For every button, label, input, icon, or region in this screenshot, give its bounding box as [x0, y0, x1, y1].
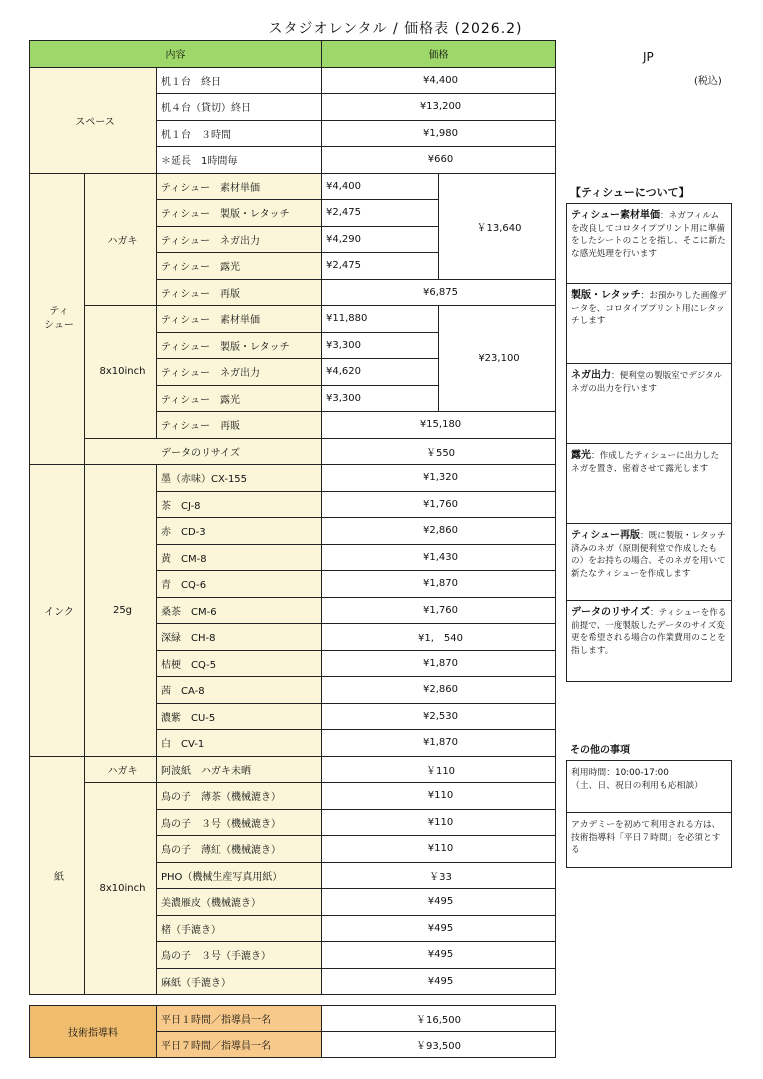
- note-text: ：便利堂の製版室でデジタルネガの出力を行います: [571, 371, 723, 394]
- note-term: データのリサイズ: [571, 607, 650, 618]
- category-tissue: ティ シュー: [30, 173, 85, 465]
- paper-item: 鳥の子 薄茶（機械漉き）: [157, 783, 322, 810]
- ink-item: 青 CQ-6: [157, 571, 322, 598]
- hours-note: 利用時間：10:00-17:00 （土、日、祝日の利用も応相談）: [567, 761, 731, 813]
- tissue-price: ¥11,880: [322, 306, 439, 333]
- fee-item: 平日１時間／指導員一名: [157, 1006, 322, 1032]
- region-label: JP: [643, 50, 654, 64]
- tissue-hagaki-label: ハガキ: [85, 173, 157, 306]
- ink-item: 墨（赤味）CX-155: [157, 465, 322, 492]
- paper-price: ¥110: [322, 836, 556, 863]
- ink-price: ¥1,870: [322, 650, 556, 677]
- ink-price: ¥1,760: [322, 491, 556, 518]
- tissue-reprint-price: ¥15,180: [322, 412, 556, 439]
- fee-price: ￥16,500: [322, 1006, 556, 1032]
- space-item: 机１台 ３時間: [157, 120, 322, 147]
- ink-price: ¥2,530: [322, 703, 556, 730]
- note-exposure: [567, 444, 731, 524]
- paper-item: 鳥の子 薄紅（機械漉き）: [157, 836, 322, 863]
- tissue-price: ¥3,300: [322, 385, 439, 412]
- ink-item: 桔梗 CQ-5: [157, 650, 322, 677]
- ink-price: ¥1,760: [322, 597, 556, 624]
- tissue-reprint-item: ティシュー 再版: [157, 279, 322, 306]
- paper-item: 麻紙（手漉き）: [157, 968, 322, 995]
- category-space: スペース: [30, 67, 157, 173]
- category-paper: 紙: [30, 756, 85, 995]
- paper-price: ¥495: [322, 968, 556, 995]
- ink-item: 茶 CJ-8: [157, 491, 322, 518]
- space-item: ＊延長 1時間毎: [157, 147, 322, 174]
- paper-price: ￥33: [322, 862, 556, 889]
- note-reprint: [567, 524, 731, 601]
- ink-item: 黄 CM-8: [157, 544, 322, 571]
- note-retouch: [567, 284, 731, 364]
- note-term: 製版・レタッチ: [571, 290, 641, 301]
- paper-price: ¥495: [322, 889, 556, 916]
- ink-price: ¥1,870: [322, 571, 556, 598]
- other-title: その他の事項: [570, 745, 630, 756]
- note-text: ：ティシューを作る前提で、一度製版したデータのサイズ変更を希望される場合の作業費用のことを指します。: [571, 608, 727, 656]
- tissue-item: ティシュー ネガ出力: [157, 359, 322, 386]
- tissue-price: ¥2,475: [322, 253, 439, 280]
- paper-hagaki-label: ハガキ: [85, 756, 157, 783]
- fee-item: 平日７時間／指導員一名: [157, 1032, 322, 1058]
- about-tissue-title: 【ティシューについて】: [570, 186, 690, 199]
- paper-item: 鳥の子 ３号（手漉き）: [157, 942, 322, 969]
- tissue-reprint-item: ティシュー 再販: [157, 412, 322, 439]
- category-fee: 技術指導料: [30, 1006, 157, 1058]
- ink-price: ¥1,320: [322, 465, 556, 492]
- tissue-item: ティシュー 製版・レタッチ: [157, 200, 322, 227]
- tissue-item: ティシュー 素材単価: [157, 306, 322, 333]
- other-notes: [566, 760, 732, 868]
- paper-item: 美濃雁皮（機械漉き）: [157, 889, 322, 916]
- space-price: ¥13,200: [322, 94, 556, 121]
- tissue-8x10-total: ¥23,100: [439, 306, 556, 412]
- paper-item: PHO（機械生産写真用紙）: [157, 862, 322, 889]
- note-term: 露光: [571, 450, 591, 461]
- note-negative: [567, 364, 731, 444]
- paper-price: ¥110: [322, 783, 556, 810]
- tax-note: (税込): [694, 76, 722, 87]
- academy-note: アカデミーを初めて利用される方は、技術指導料「平日７時間」を必須とする: [571, 820, 721, 855]
- ink-item: 茜 CA-8: [157, 677, 322, 704]
- tissue-price: ¥4,400: [322, 173, 439, 200]
- header-content: 内容: [30, 41, 322, 68]
- fee-price: ￥93,500: [322, 1032, 556, 1058]
- paper-price: ￥110: [322, 756, 556, 783]
- ink-size-label: 25g: [85, 465, 157, 757]
- ink-item: 深緑 CH-8: [157, 624, 322, 651]
- tissue-price: ¥2,475: [322, 200, 439, 227]
- category-ink: インク: [30, 465, 85, 757]
- tissue-resize-price: ￥550: [322, 438, 556, 465]
- space-price: ¥1,980: [322, 120, 556, 147]
- tissue-item: ティシュー ネガ出力: [157, 226, 322, 253]
- tissue-price: ¥4,620: [322, 359, 439, 386]
- tissue-price: ¥3,300: [322, 332, 439, 359]
- tissue-resize-item: データのリサイズ: [85, 438, 322, 465]
- ink-price: ¥1, 540: [322, 624, 556, 651]
- note-material: [567, 204, 731, 284]
- paper-price: ¥495: [322, 915, 556, 942]
- tissue-hagaki-total: ￥13,640: [439, 173, 556, 279]
- paper-price: ¥110: [322, 809, 556, 836]
- ink-price: ¥2,860: [322, 518, 556, 545]
- note-term: ティシュー素材単価: [571, 210, 660, 221]
- note-text: ：ネガフィルムを改良してコロタイププリント用に準備をしたシートのことを指し、そこに新たな感光処理を行います: [571, 211, 726, 259]
- space-price: ¥4,400: [322, 67, 556, 94]
- tissue-reprint-price: ¥6,875: [322, 279, 556, 306]
- note-term: ネガ出力: [571, 370, 611, 381]
- note-text: ：既に製版・レタッチ済みのネガ（原則便利堂で作成したもの）をお持ちの場合、そのネガを用いて新たなティシューを作成します: [571, 531, 726, 579]
- tissue-price: ¥4,290: [322, 226, 439, 253]
- ink-price: ¥1,430: [322, 544, 556, 571]
- ink-item: 濃紫 CU-5: [157, 703, 322, 730]
- note-term: ティシュー再版: [571, 530, 640, 541]
- paper-item: 楮（手漉き）: [157, 915, 322, 942]
- note-resize: [567, 601, 731, 681]
- paper-price: ¥495: [322, 942, 556, 969]
- tissue-8x10-label: 8x10inch: [85, 306, 157, 439]
- paper-item: 阿波紙 ハガキ未晒: [157, 756, 322, 783]
- price-table: [29, 40, 556, 995]
- fee-table: [29, 1005, 556, 1058]
- note-text: ：お預かりした画像データを、コロタイププリント用にレタッチします: [571, 291, 727, 326]
- ink-item: 桑茶 CM-6: [157, 597, 322, 624]
- paper-8x10-label: 8x10inch: [85, 783, 157, 995]
- about-tissue-notes: [566, 203, 732, 682]
- tissue-item: ティシュー 製版・レタッチ: [157, 332, 322, 359]
- header-price: 価格: [322, 41, 556, 68]
- ink-price: ¥1,870: [322, 730, 556, 757]
- ink-price: ¥2,860: [322, 677, 556, 704]
- note-text: ：作成したティシューに出力したネガを置き、密着させて露光します: [571, 451, 720, 474]
- tissue-item: ティシュー 露光: [157, 253, 322, 280]
- page-title: スタジオレンタル / 価格表 (2026.2): [268, 21, 523, 37]
- tissue-item: ティシュー 素材単価: [157, 173, 322, 200]
- space-item: 机４台（貸切）終日: [157, 94, 322, 121]
- space-price: ¥660: [322, 147, 556, 174]
- ink-item: 白 CV-1: [157, 730, 322, 757]
- space-item: 机１台 終日: [157, 67, 322, 94]
- paper-item: 鳥の子 ３号（機械漉き）: [157, 809, 322, 836]
- tissue-item: ティシュー 露光: [157, 385, 322, 412]
- ink-item: 赤 CD-3: [157, 518, 322, 545]
